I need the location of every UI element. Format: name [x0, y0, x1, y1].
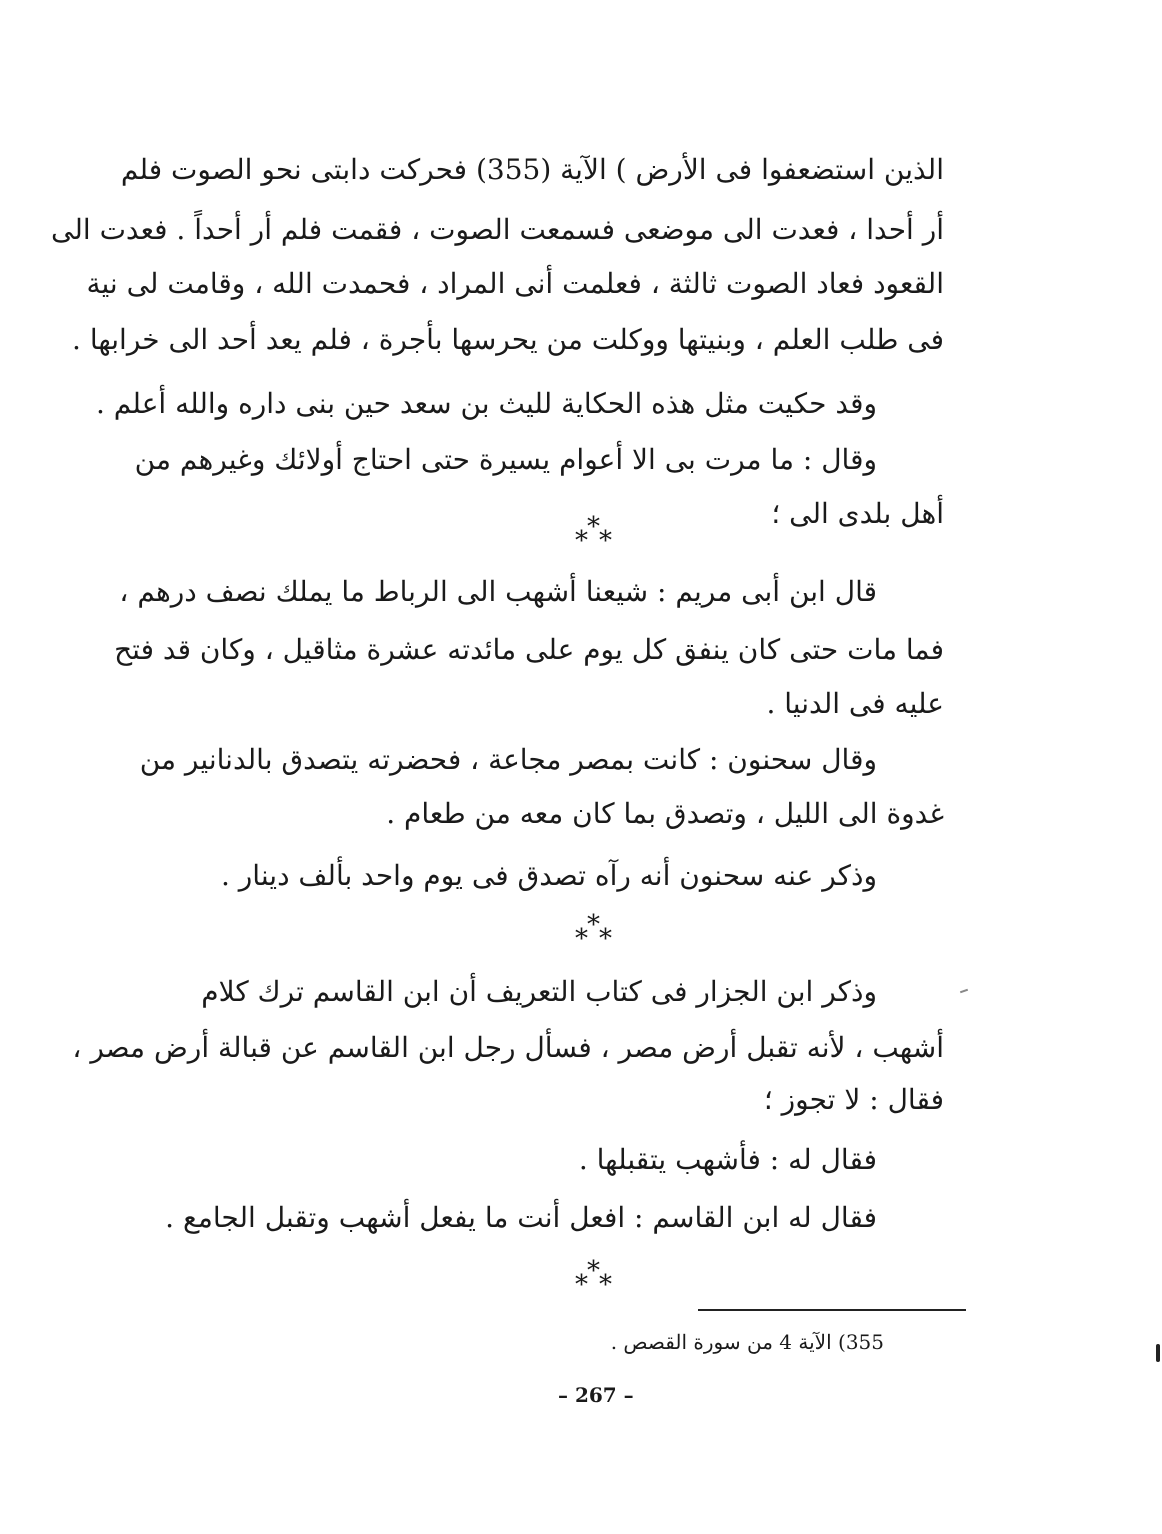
scan-mark [960, 989, 968, 994]
text-line: القعود فعاد الصوت ثالثة ، فعلمت أنى المراد ، فحمدت الله ، وقامت لى نية [86, 267, 944, 300]
separator-star: * [575, 924, 588, 954]
section-separator [565, 910, 625, 954]
scan-mark [1156, 1344, 1160, 1362]
text-line: فقال : لا تجوز ؛ [763, 1083, 944, 1116]
separator-star: * [587, 910, 600, 940]
text-line: وذكر ابن الجزار فى كتاب التعريف أن ابن القاسم ترك كلام [201, 975, 877, 1008]
text-line: قال ابن أبى مريم : شيعنا أشهب الى الرباط ما يملك نصف درهم ، [119, 575, 877, 608]
section-separator [565, 512, 625, 556]
separator-star: * [587, 1256, 600, 1286]
separator-star: * [587, 512, 600, 542]
separator-star: * [575, 1270, 588, 1300]
text-line: فقال له : فأشهب يتقبلها . [578, 1143, 877, 1176]
separator-star: * [599, 1270, 612, 1300]
text-line: وقال سحنون : كانت بمصر مجاعة ، فحضرته يتصدق بالدنانير من [139, 743, 877, 776]
text-line: غدوة الى الليل ، وتصدق بما كان معه من طعام . [386, 797, 944, 830]
section-separator [565, 1256, 625, 1300]
separator-star: * [599, 924, 612, 954]
footnote-rule [698, 1309, 966, 1311]
page-number: – 267 – [558, 1383, 634, 1407]
text-line: فما مات حتى كان ينفق كل يوم على مائدته عشرة مثاقيل ، وكان قد فتح [114, 633, 944, 666]
text-line: أهل بلدى الى ؛ [771, 497, 944, 530]
text-line: وقد حكيت مثل هذه الحكاية لليث بن سعد حين بنى داره والله أعلم . [95, 387, 877, 420]
footnote: 355) الآية 4 من سورة القصص . [610, 1330, 884, 1354]
text-line: فقال له ابن القاسم : افعل أنت ما يفعل أشهب وتقبل الجامع . [165, 1201, 877, 1234]
text-line: أشهب ، لأنه تقبل أرض مصر ، فسأل رجل ابن القاسم عن قبالة أرض مصر ، [72, 1031, 944, 1064]
separator-star: * [575, 526, 588, 556]
text-line: أر أحدا ، فعدت الى موضعى فسمعت الصوت ، فقمت فلم أر أحداً . فعدت الى [51, 213, 944, 246]
text-line: الذين استضعفوا فى الأرض ) الآية (355) فحركت دابتى نحو الصوت فلم [120, 153, 944, 186]
text-line: وقال : ما مرت بى الا أعوام يسيرة حتى احتاج أولائك وغيرهم من [134, 443, 877, 476]
text-line: عليه فى الدنيا . [766, 687, 944, 720]
text-line: وذكر عنه سحنون أنه رآه تصدق فى يوم واحد بألف دينار . [220, 859, 877, 892]
separator-star: * [599, 526, 612, 556]
text-line: فى طلب العلم ، وبنيتها ووكلت من يحرسها بأجرة ، فلم يعد أحد الى خرابها . [72, 323, 944, 356]
